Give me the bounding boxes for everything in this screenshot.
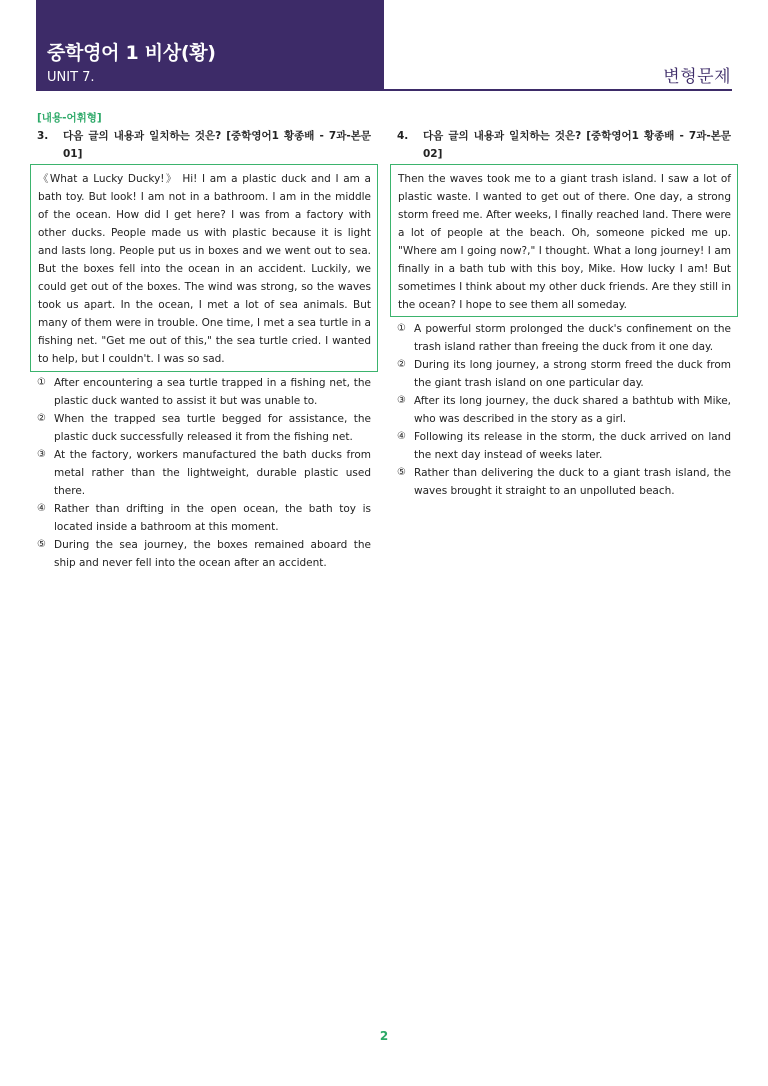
textbook-title: 중학영어 1 비상(황) — [47, 42, 216, 64]
question-3-header — [37, 127, 371, 163]
section-tag: [내용-어휘형] — [37, 112, 102, 124]
option-text: At the factory, workers manufactured the bath ducks from metal rather than the lightweight, durable plastic used there. — [54, 449, 371, 497]
option-mark: ② — [397, 359, 406, 370]
option-text: When the trapped sea turtle begged for assistance, the plastic duck successfully released it from the fishing net. — [54, 413, 371, 443]
answer-option[interactable] — [397, 464, 731, 500]
question-4-header — [397, 127, 731, 163]
answer-option[interactable] — [397, 356, 731, 392]
answer-option[interactable] — [397, 320, 731, 356]
worksheet-type: 변형문제 — [663, 67, 731, 87]
option-text: After encountering a sea turtle trapped in a fishing net, the plastic duck wanted to assist it but was unable to. — [54, 377, 371, 407]
question-prompt: 다음 글의 내용과 일치하는 것은? [중학영어1 황종배 - 7과-본문 01] — [63, 130, 371, 160]
option-text: Rather than delivering the duck to a giant trash island, the waves brought it straight to an unpolluted beach. — [414, 467, 731, 497]
question-4-passage: Then the waves took me to a giant trash island. I saw a lot of plastic waste. I wanted to get out of there. One day, a strong storm freed me. After weeks, I finally reached land. There were a lot of people at the beach. Oh, someone picked me up. "Where am I going now?," I thought. What a long journey! I am finally in a bath tub with this boy, Mike. How lucky I am! But sometimes I think about my other duck friends. Are they still in the ocean? I hope to see them all someday. — [390, 164, 738, 317]
question-number: 4. — [397, 130, 409, 142]
option-mark: ⑤ — [37, 539, 46, 550]
answer-option[interactable] — [37, 446, 371, 500]
answer-option[interactable] — [37, 536, 371, 572]
answer-option[interactable] — [37, 410, 371, 446]
answer-option[interactable] — [397, 428, 731, 464]
page-number: 2 — [379, 1029, 389, 1043]
option-text: During its long journey, a strong storm freed the duck from the giant trash island on one particular day. — [414, 359, 731, 389]
question-3-passage: 《What a Lucky Ducky!》 Hi! I am a plastic duck and I am a bath toy. But look! I am not in a bathroom. I am in the middle of the ocean. How did I get here? I was from a factory with other ducks. People made us with plastic because it is light and lasts long. People put us in boxes and we went out to sea. But the boxes fell into the ocean in an accident. Luckily, we could get out of the boxes. The wind was strong, so the waves took us apart. In the ocean, I met a lot of sea animals. But many of them were in trouble. One time, I met a sea turtle in a fishing net. "Get me out of this," the sea turtle cried. I wanted to help, but I couldn't. I was so sad. — [30, 164, 378, 372]
answer-option[interactable] — [397, 392, 731, 428]
option-text: Following its release in the storm, the duck arrived on land the next day instead of weeks later. — [414, 431, 731, 461]
question-3-options — [37, 374, 371, 572]
question-number: 3. — [37, 130, 49, 142]
question-prompt: 다음 글의 내용과 일치하는 것은? [중학영어1 황종배 - 7과-본문 02] — [423, 130, 731, 160]
header-right-area — [384, 0, 732, 91]
option-text: After its long journey, the duck shared a bathtub with Mike, who was described in the story as a girl. — [414, 395, 731, 425]
unit-label: UNIT 7. — [47, 70, 95, 85]
option-mark: ③ — [37, 449, 46, 460]
question-4-options — [397, 320, 731, 500]
option-mark: ④ — [397, 431, 406, 442]
option-mark: ② — [37, 413, 46, 424]
answer-option[interactable] — [37, 500, 371, 536]
option-mark: ① — [37, 377, 46, 388]
option-text: A powerful storm prolonged the duck's confinement on the trash island rather than freeing the duck from it one day. — [414, 323, 731, 353]
header-banner — [36, 0, 384, 91]
option-mark: ④ — [37, 503, 46, 514]
option-mark: ③ — [397, 395, 406, 406]
option-text: Rather than drifting in the open ocean, the bath toy is located inside a bathroom at this moment. — [54, 503, 371, 533]
option-mark: ⑤ — [397, 467, 406, 478]
option-mark: ① — [397, 323, 406, 334]
answer-option[interactable] — [37, 374, 371, 410]
option-text: During the sea journey, the boxes remained aboard the ship and never fell into the ocean after an accident. — [54, 539, 371, 569]
